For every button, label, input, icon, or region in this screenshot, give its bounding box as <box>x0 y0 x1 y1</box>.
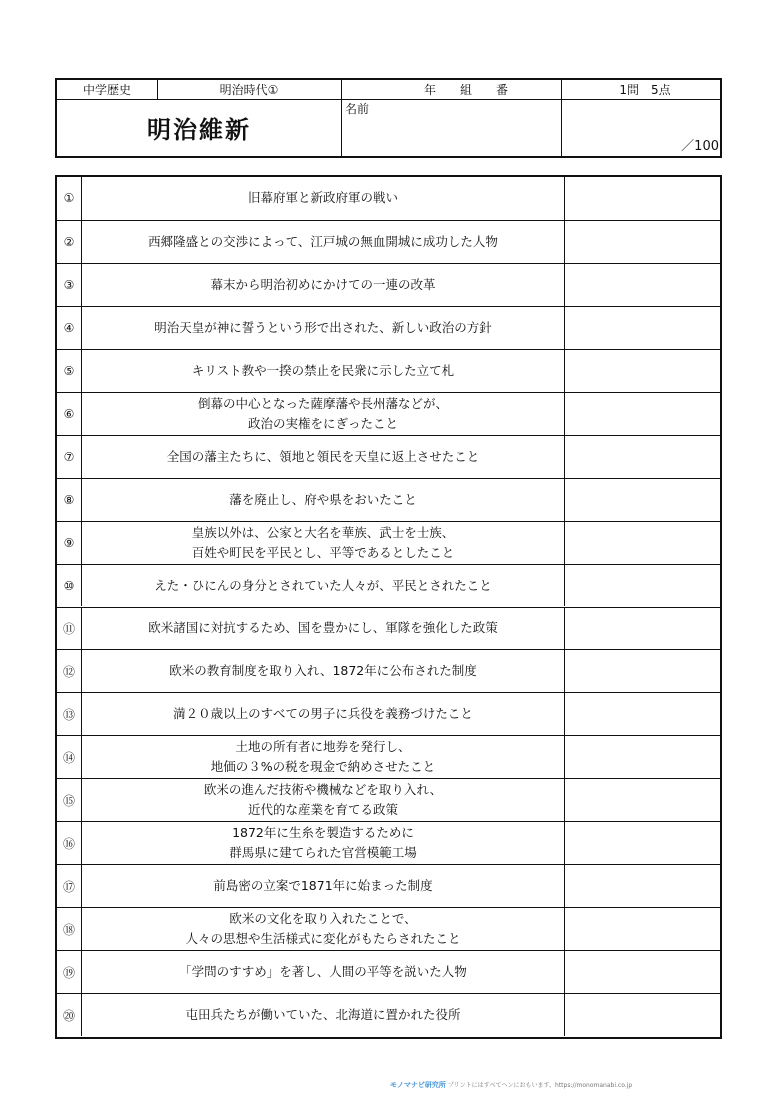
question-number: ⑱ <box>57 908 82 950</box>
table-row <box>57 821 720 864</box>
answer-field[interactable] <box>565 994 720 1036</box>
table-row <box>57 349 720 392</box>
table-row <box>57 950 720 993</box>
answer-field[interactable] <box>565 650 720 692</box>
question-number: ④ <box>57 307 82 349</box>
answer-field[interactable] <box>565 479 720 521</box>
question-number: ⑲ <box>57 951 82 993</box>
table-row <box>57 735 720 778</box>
answer-field[interactable] <box>565 779 720 821</box>
answer-field[interactable] <box>565 565 720 607</box>
question-text: 明治天皇が神に誓うという形で出された、新しい政治の方針 <box>82 307 565 349</box>
page-title: 明治維新 <box>147 115 251 144</box>
footer <box>390 1080 632 1090</box>
question-text: 倒幕の中心となった薩摩藩や長州藩などが、 政治の実権をにぎったこと <box>82 393 565 435</box>
question-text: 藩を廃止し、府や県をおいたこと <box>82 479 565 521</box>
table-row <box>57 993 720 1036</box>
question-text: 前島密の立案で1871年に始まった制度 <box>82 865 565 907</box>
answer-field[interactable] <box>565 908 720 950</box>
table-row <box>57 692 720 735</box>
answer-field[interactable] <box>565 608 720 650</box>
question-number: ⑫ <box>57 650 82 692</box>
table-row <box>57 263 720 306</box>
question-number: ⑰ <box>57 865 82 907</box>
question-number: ③ <box>57 264 82 306</box>
points-label: 1問 5点 <box>619 83 671 97</box>
question-number: ⑳ <box>57 994 82 1036</box>
question-number: ① <box>57 177 82 220</box>
question-text: 欧米の教育制度を取り入れ、1872年に公布された制度 <box>82 650 565 692</box>
question-number: ⑭ <box>57 736 82 778</box>
question-text: 全国の藩主たちに、領地と領民を天皇に返上させたこと <box>82 436 565 478</box>
answer-field[interactable] <box>565 822 720 864</box>
class-number-label: 年 組 番 <box>423 83 508 97</box>
header-box <box>55 78 722 158</box>
answer-field[interactable] <box>565 350 720 392</box>
answer-field[interactable] <box>565 264 720 306</box>
footer-brand: モノマナビ研究所 <box>390 1081 446 1089</box>
answer-field[interactable] <box>565 436 720 478</box>
table-row <box>57 392 720 435</box>
answer-field[interactable] <box>565 177 720 220</box>
table-row <box>57 607 720 650</box>
answer-field[interactable] <box>565 221 720 263</box>
question-number: ⑩ <box>57 565 82 607</box>
name-field[interactable] <box>345 99 561 155</box>
question-number: ⑮ <box>57 779 82 821</box>
table-row <box>57 778 720 821</box>
question-text: えた・ひにんの身分とされていた人々が、平民とされたこと <box>82 565 565 607</box>
answer-field[interactable] <box>565 693 720 735</box>
answer-field[interactable] <box>565 951 720 993</box>
question-number: ⑦ <box>57 436 82 478</box>
footer-text: プリントにはすべてヘンにおもいます。https://monomanabi.co.jp <box>447 1082 633 1089</box>
question-table <box>55 175 722 1039</box>
answer-field[interactable] <box>565 307 720 349</box>
answer-field[interactable] <box>565 865 720 907</box>
table-row <box>57 907 720 950</box>
question-number: ⑬ <box>57 693 82 735</box>
question-text: 1872年に生糸を製造するために 群馬県に建てられた官営模範工場 <box>82 822 565 864</box>
name-label: 名前 <box>345 101 370 116</box>
table-row <box>57 649 720 692</box>
question-text: 土地の所有者に地券を発行し、 地価の３%の税を現金で納めさせたこと <box>82 736 565 778</box>
question-text: 欧米の文化を取り入れたことで、 人々の思想や生活様式に変化がもたらされたこと <box>82 908 565 950</box>
score-total: ／100 <box>681 138 719 154</box>
answer-field[interactable] <box>565 522 720 564</box>
question-text: キリスト教や一揆の禁止を民衆に示した立て札 <box>82 350 565 392</box>
question-text: 屯田兵たちが働いていた、北海道に置かれた役所 <box>82 994 565 1036</box>
question-text: 「学問のすすめ」を著し、人間の平等を説いた人物 <box>82 951 565 993</box>
question-number: ⑯ <box>57 822 82 864</box>
question-text: 幕末から明治初めにかけての一連の改革 <box>82 264 565 306</box>
question-text: 西郷隆盛との交渉によって、江戸城の無血開城に成功した人物 <box>82 221 565 263</box>
question-text: 皇族以外は、公家と大名を華族、武士を士族、 百姓や町民を平民とし、平等であるとしたこと <box>82 522 565 564</box>
subject-label: 中学歴史 <box>82 83 131 97</box>
question-text: 欧米の進んだ技術や機械などを取り入れ、 近代的な産業を育てる政策 <box>82 779 565 821</box>
answer-field[interactable] <box>565 736 720 778</box>
table-row <box>57 220 720 263</box>
question-number: ⑪ <box>57 608 82 650</box>
question-text: 満２０歳以上のすべての男子に兵役を義務づけたこと <box>82 693 565 735</box>
answer-field[interactable] <box>565 393 720 435</box>
question-text: 欧米諸国に対抗するため、国を豊かにし、軍隊を強化した政策 <box>82 608 565 650</box>
table-row <box>57 521 720 564</box>
table-row <box>57 435 720 478</box>
question-number: ⑤ <box>57 350 82 392</box>
question-number: ② <box>57 221 82 263</box>
table-row <box>57 306 720 349</box>
question-number: ⑥ <box>57 393 82 435</box>
table-row <box>57 177 720 220</box>
question-text: 旧幕府軍と新政府軍の戦い <box>82 177 565 220</box>
unit-label: 明治時代① <box>219 83 279 97</box>
table-row <box>57 478 720 521</box>
question-number: ⑨ <box>57 522 82 564</box>
table-row <box>57 864 720 907</box>
table-row <box>57 564 720 607</box>
question-number: ⑧ <box>57 479 82 521</box>
